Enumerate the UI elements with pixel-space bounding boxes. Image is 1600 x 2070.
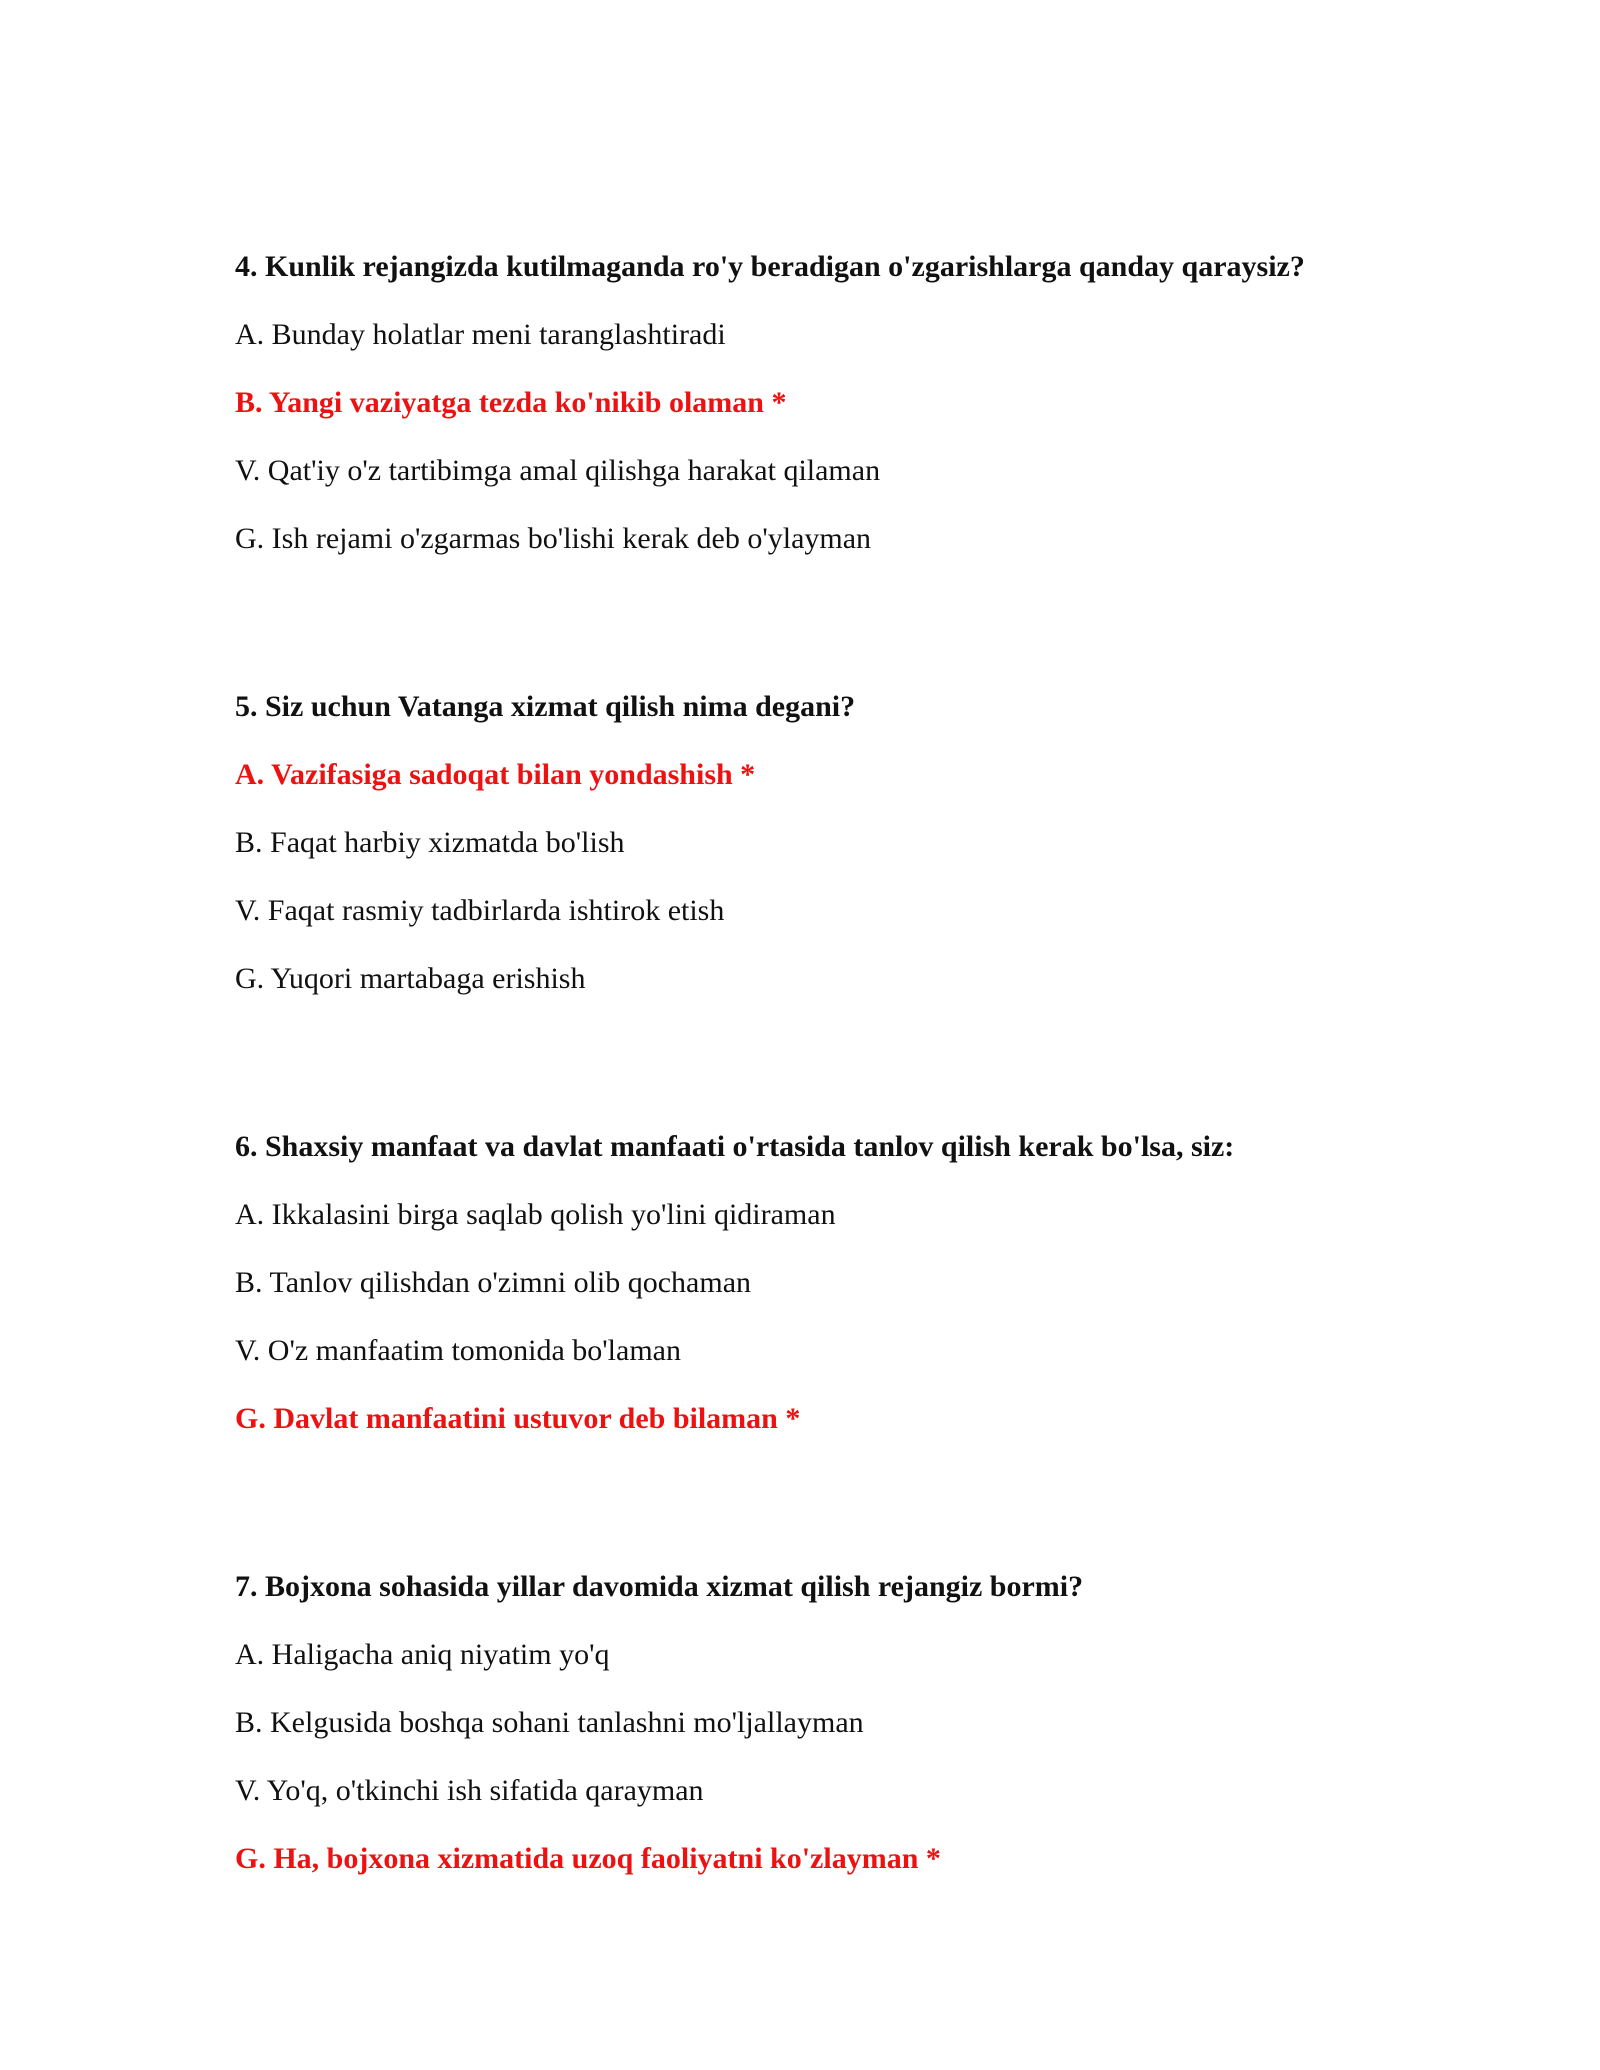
question-title: 6. Shaxsiy manfaat va davlat manfaati o'rtasida tanlov qilish kerak bo'lsa, siz: xyxy=(235,1130,1235,1163)
question-block xyxy=(235,1570,1435,1876)
answer-option: V. Qat'iy o'z tartibimga amal qilishga harakat qilaman xyxy=(235,454,881,487)
question-block xyxy=(235,690,1435,996)
correct-answer-option: G. Ha, bojxona xizmatida uzoq faoliyatni ko'zlayman * xyxy=(235,1842,941,1875)
question-block xyxy=(235,250,1435,556)
question-list xyxy=(235,250,1435,1876)
question-block xyxy=(235,1130,1435,1436)
question-title: 4. Kunlik rejangizda kutilmaganda ro'y beradigan o'zgarishlarga qanday qaraysiz? xyxy=(235,250,1305,283)
answer-option: B. Kelgusida boshqa sohani tanlashni mo'ljallayman xyxy=(235,1706,864,1739)
correct-answer-option: B. Yangi vaziyatga tezda ko'nikib olaman * xyxy=(235,386,787,419)
answer-option: A. Bunday holatlar meni taranglashtiradi xyxy=(235,318,726,351)
answer-option: A. Ikkalasini birga saqlab qolish yo'lini qidiraman xyxy=(235,1198,836,1231)
answer-option: G. Yuqori martabaga erishish xyxy=(235,962,586,995)
answer-option: V. Faqat rasmiy tadbirlarda ishtirok etish xyxy=(235,894,725,927)
answer-option: A. Haligacha aniq niyatim yo'q xyxy=(235,1638,610,1671)
correct-answer-option: A. Vazifasiga sadoqat bilan yondashish * xyxy=(235,758,756,791)
question-title: 7. Bojxona sohasida yillar davomida xizmat qilish rejangiz bormi? xyxy=(235,1570,1084,1603)
answer-option: V. Yo'q, o'tkinchi ish sifatida qarayman xyxy=(235,1774,704,1807)
correct-answer-option: G. Davlat manfaatini ustuvor deb bilaman * xyxy=(235,1402,801,1435)
answer-option: V. O'z manfaatim tomonida bo'laman xyxy=(235,1334,681,1367)
question-title: 5. Siz uchun Vatanga xizmat qilish nima degani? xyxy=(235,690,856,723)
answer-option: B. Tanlov qilishdan o'zimni olib qochaman xyxy=(235,1266,752,1299)
answer-option: G. Ish rejami o'zgarmas bo'lishi kerak deb o'ylayman xyxy=(235,522,872,555)
answer-option: B. Faqat harbiy xizmatda bo'lish xyxy=(235,826,625,859)
